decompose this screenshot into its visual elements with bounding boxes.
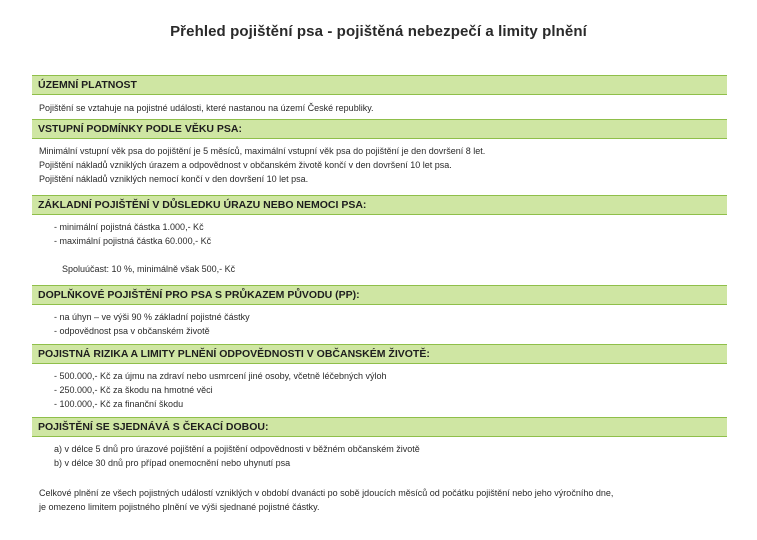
list-item: - 100.000,- Kč za finanční škodu — [54, 399, 184, 409]
footer-note — [39, 486, 729, 514]
section-heading: VSTUPNÍ PODMÍNKY PODLE VĚKU PSA: — [32, 119, 727, 139]
list-item: - na úhyn – ve výši 90 % základní pojistné částky — [54, 312, 250, 322]
list-item: - minimální pojistná částka 1.000,- Kč — [54, 222, 204, 232]
section-waiting-period — [32, 417, 727, 470]
section-text: Pojištění nákladů vzniklých úrazem a odpovědnost v občanském životě končí v den dovršení 10 let psa. — [39, 160, 452, 170]
section-text: Pojištění se vztahuje na pojistné události, které nastanou na území České republiky. — [39, 103, 374, 113]
section-heading: POJIŠTĚNÍ SE SJEDNÁVÁ S ČEKACÍ DOBOU: — [32, 417, 727, 437]
list-item: - 250.000,- Kč za škodu na hmotné věci — [54, 385, 213, 395]
footer-text: je omezeno limitem pojistného plnění ve výši sjednané pojistné částky. — [39, 502, 320, 512]
section-heading: DOPLŇKOVÉ POJIŠTĚNÍ PRO PSA S PRŮKAZEM PŮVODU (PP): — [32, 285, 727, 305]
footer-text: Celkové plnění ze všech pojistných událostí vzniklých v období dvanácti po sobě jdoucích měsíců od počátku pojištění nebo jeho výročního dne, — [39, 488, 614, 498]
section-entry-conditions — [32, 119, 727, 186]
list-item: b) v délce 30 dnů pro případ onemocnění nebo uhynutí psa — [54, 458, 291, 468]
list-item: - maximální pojistná částka 60.000,- Kč — [54, 236, 212, 246]
section-text: Pojištění nákladů vzniklých nemocí končí v den dovršení 10 let psa. — [39, 174, 309, 184]
section-basic-insurance — [32, 195, 727, 276]
section-text: Minimální vstupní věk psa do pojištění je 5 měsíců, maximální vstupní věk psa do pojištění je den dovršení 8 let. — [39, 146, 486, 156]
page-title: Přehled pojištění psa - pojištěná nebezpečí a limity plnění — [170, 23, 587, 40]
section-territorial-validity — [32, 75, 727, 115]
section-liability-limits — [32, 344, 727, 411]
list-item: - odpovědnost psa v občanském životě — [54, 326, 210, 336]
section-heading: ZÁKLADNÍ POJIŠTĚNÍ V DŮSLEDKU ÚRAZU NEBO NEMOCI PSA: — [32, 195, 727, 215]
section-heading: POJISTNÁ RIZIKA A LIMITY PLNĚNÍ ODPOVĚDNOSTI V OBČANSKÉM ŽIVOTĚ: — [32, 344, 727, 364]
section-heading: ÚZEMNÍ PLATNOST — [32, 75, 727, 95]
list-item: a) v délce 5 dnů pro úrazové pojištění a pojištění odpovědnosti v běžném občanském životě — [54, 444, 420, 454]
list-item: - 500.000,- Kč za újmu na zdraví nebo usmrcení jiné osoby, včetně léčebných výloh — [54, 371, 387, 381]
section-additional-insurance — [32, 285, 727, 338]
deductible-note: Spoluúčast: 10 %, minimálně však 500,- Kč — [62, 264, 236, 274]
